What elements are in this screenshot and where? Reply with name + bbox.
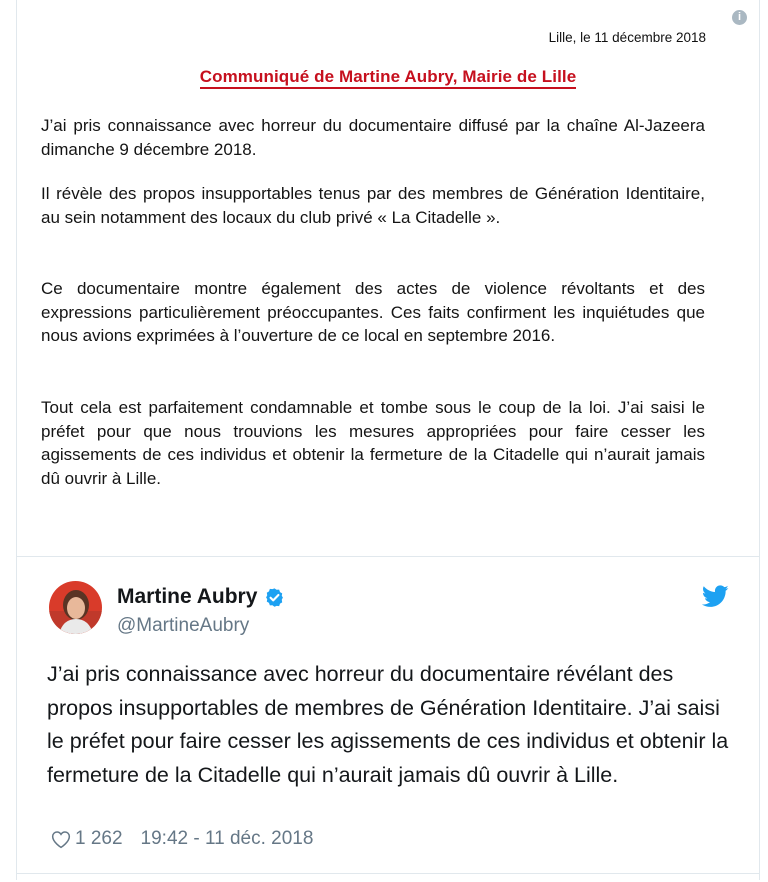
twitter-bird-icon[interactable] [702,585,729,608]
like-count[interactable]: 1 262 [75,828,123,849]
author-handle[interactable]: @MartineAubry [117,615,250,636]
document-paragraph: Tout cela est parfaitement condamnable et tombe sous le coup de la loi. J’ai saisi le préfet pour que nous trouvions les mesures appropriées pour faire cesser les agissements de ces individus et obtenir la fermeture de la Citadelle qui n’aurait jamais dû ouvrir à Lille. [41,398,705,488]
document-date: Lille, le 11 décembre 2018 [548,30,706,45]
author-name[interactable]: Martine Aubry [117,585,285,609]
avatar[interactable] [49,581,102,634]
document-paragraph: Ce documentaire montre également des actes de violence révoltants et des expressions particulièrement préoccupantes. Ces faits confirment les inquiétudes que nous avions exprimées à l’ouverture de ce local en septembre 2016. [41,279,705,345]
attached-image[interactable] [17,0,759,557]
info-icon[interactable]: i [732,10,747,25]
heart-icon[interactable] [51,830,71,849]
tweet-text: J’ai pris connaissance avec horreur du documentaire révélant des propos insupportables de membres de Génération Identitaire. J’ai saisi le préfet pour faire cesser les agissements de ces individus et obtenir la fermeture de la Citadelle qui n’aurait jamais dû ouvrir à Lille. [47,662,729,787]
embedded-tweet [16,0,760,880]
document-title: Communiqué de Martine Aubry, Mairie de Lille [17,67,759,87]
tweet-meta [51,828,313,850]
divider [17,873,759,874]
document-paragraph: J’ai pris connaissance avec horreur du documentaire diffusé par la chaîne Al-Jazeera dimanche 9 décembre 2018. [41,116,705,159]
tweet-timestamp[interactable]: 19:42 - 11 déc. 2018 [140,828,314,849]
document-paragraph: Il révèle des propos insupportables tenus par des membres de Génération Identitaire, au sein notamment des locaux du club privé « La Citadelle ». [41,184,705,227]
verified-badge-icon [264,587,285,608]
